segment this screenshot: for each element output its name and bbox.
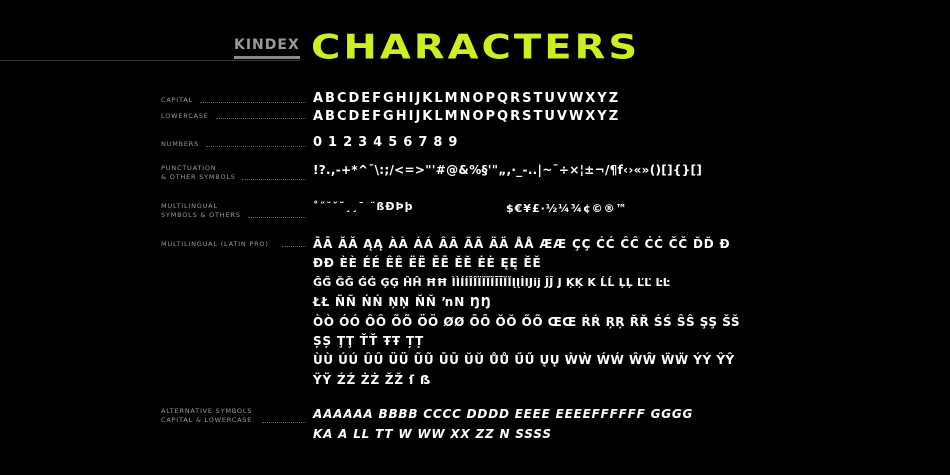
label-numbers: NUMBERS bbox=[161, 140, 200, 148]
leader-dots bbox=[282, 246, 306, 247]
glyphs-latin-line: ŸŸ ŹŹ ŻŻ ŽŽ ſ ẞ bbox=[313, 373, 432, 387]
page-title: CHARACTERS bbox=[311, 28, 641, 68]
leader-dots bbox=[206, 146, 306, 147]
header-rule bbox=[0, 60, 300, 61]
glyphs-lowercase: ABCDEFGHIJKLMNOPQRSTUVWXYZ bbox=[313, 109, 621, 124]
leader-dots bbox=[216, 118, 306, 119]
label-alternative: ALTERNATIVE SYMBOLS bbox=[161, 407, 253, 415]
glyphs-multilingual-left: ˚˝˘ˇ˜¸¸¯ ¨ßÐÞþ bbox=[313, 200, 414, 213]
glyphs-punctuation: !?.,-+*^¯\:;/<=>"'#@&%§'"„,·_-..|~¯÷×¦±¬/¶f‹›«»()[]{}[] bbox=[313, 163, 703, 177]
brand-name: KINDEX bbox=[234, 37, 300, 53]
label-punctuation: PUNCTUATION bbox=[161, 164, 217, 172]
glyphs-latin-line: ĀĀ ĂĂ ĄĄ ÀÀ ÁÁ ÂÂ ÃÃ ÄÄ ÅÅ ÆÆ ÇÇ ĆĆ ĈĈ ĊĊ ČČ ĎĎ Đ bbox=[313, 237, 731, 251]
glyphs-latin-line: ĜĜ ĞĞ ĠĠ ĢĢ ĤĤ ĦĦ ÌÌÍÍÎÎÏÏĨĨĪĪĬĬĮĮİIJĳ ĴĴ J ĶĶ K ĹĹ ĻĻ ĽĽ ĿĿ bbox=[313, 276, 670, 289]
glyphs-alternative-line: KA A LL TT W WW XX ZZ N SSSS bbox=[313, 427, 552, 441]
label-latin-pro: MULTILINGUAL (LATIN PRO) bbox=[161, 240, 269, 248]
label-punctuation-sub: & OTHER SYMBOLS bbox=[161, 173, 236, 181]
label-multilingual: MULTILINGUAL bbox=[161, 202, 218, 210]
leader-dots bbox=[248, 217, 306, 218]
glyphs-numbers: 0123456789 bbox=[313, 135, 464, 150]
glyphs-multilingual-right: $€¥£·½¼¾¢©®™ bbox=[506, 202, 628, 215]
glyphs-latin-line: ÒÒ ÓÓ ÔÔ ÕÕ ÖÖ ØØ ŌŌ ŎŎ ŐŐ ŒŒ ŔŔ ŖŖ ŘŘ ŚŚ ŜŜ ŞŞ ŠŠ bbox=[313, 315, 740, 329]
label-alternative-sub: CAPITAL & LOWERCASE bbox=[161, 416, 253, 424]
leader-dots bbox=[242, 179, 306, 180]
label-lowercase: LOWERCASE bbox=[161, 112, 209, 120]
glyphs-latin-line: ĐĐ ÈÈ ÉÉ ÊÊ ËË ĒĒ ĔĔ ĖĖ ĘĘ ĚĚ bbox=[313, 256, 542, 270]
glyphs-latin-line: ÙÙ ÚÚ ÛÛ ÜÜ ŨŨ ŪŪ ŬŬ ŮŮ ŰŰ ŲŲ ẀẀ ẂẂ ŴŴ ẄẄ ÝÝ ŶŶ bbox=[313, 353, 735, 367]
glyphs-alternative-line: AAAAAA BBBB CCCC DDDD EEEE EEEEFFFFFF GGGG bbox=[313, 407, 694, 421]
leader-dots bbox=[200, 102, 306, 103]
label-multilingual-sub: SYMBOLS & OTHERS bbox=[161, 211, 241, 219]
glyphs-latin-line: ŁŁ ÑÑ ŃŃ ŅŅ ŇŇ ŉN ŊŊ bbox=[313, 295, 492, 309]
glyphs-capital: ABCDEFGHIJKLMNOPQRSTUVWXYZ bbox=[313, 91, 621, 106]
brand-underline bbox=[234, 56, 300, 59]
leader-dots bbox=[262, 422, 306, 423]
label-capital: CAPITAL bbox=[161, 96, 193, 104]
glyphs-latin-line: ȘȘ ŢŢ ŤŤ ŦŦ ȚȚ bbox=[313, 334, 424, 348]
